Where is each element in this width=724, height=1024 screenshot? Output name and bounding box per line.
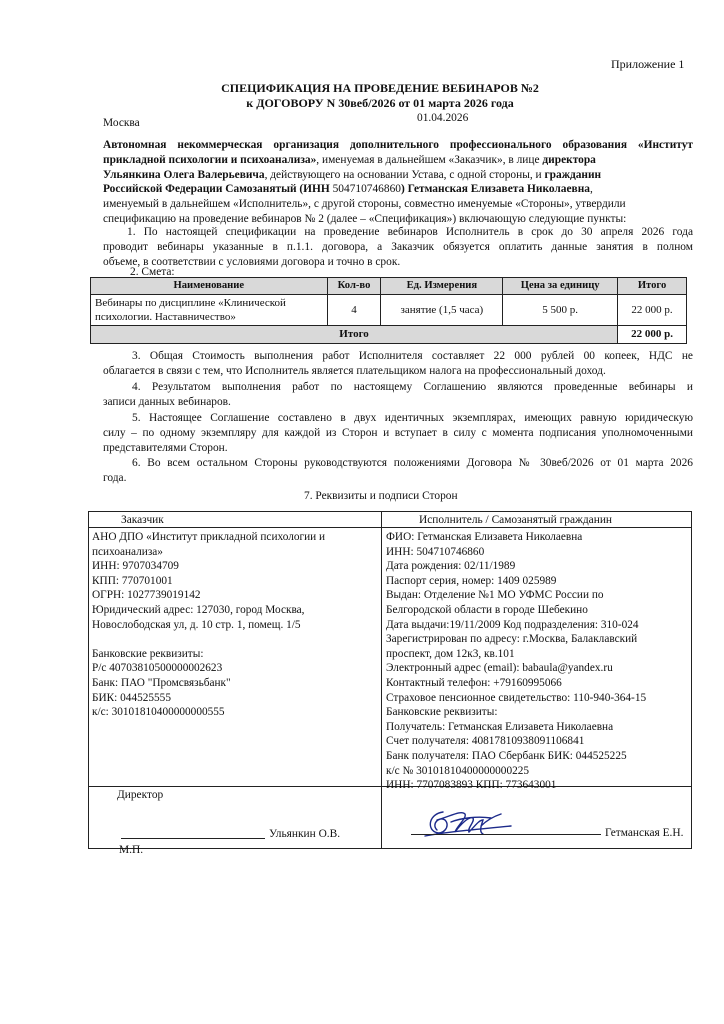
column-divider [381, 512, 382, 848]
requisite-line: ИНН: 7707083893 КПП: 773643001 [386, 779, 557, 792]
requisite-line: Белгородской области в городе Шебекино [386, 603, 588, 616]
point-1-line: проводит вебинары указанные в п.1.1. договора, а Заказчик обязуется оплатить данные занятия в полном [103, 240, 693, 253]
requisite-line: Новослободская ул, д. 10 стр. 1, помещ. 1/5 [92, 618, 301, 631]
requisite-line: Получатель: Гетманская Елизавета Николаевна [386, 720, 614, 733]
doc-subtitle: к ДОГОВОРУ N 30веб/2026 от 01 марта 2026 года [246, 96, 514, 110]
point-3-line: 3. Общая Стоимость выполнения работ Исполнителя составляет 22 000 рублей 00 копеек, НДС не [132, 350, 693, 362]
customer-header: Заказчик [121, 514, 164, 526]
requisite-line: к/с: 30101810400000000555 [92, 706, 225, 719]
intro-line: именуемый в дальнейшем «Исполнитель», с другой стороны, совместно именуемые «Стороны», утвердили [103, 198, 626, 211]
requisite-line: Зарегистрирован по адресу: г.Москва, Балаклавский [386, 633, 638, 646]
executor-status: Российской Федерации Самозанятый (ИНН [103, 183, 333, 196]
estimate-table [90, 277, 687, 344]
director-name: Ульянкина Олега Валерьевича [103, 168, 265, 181]
point-3 [103, 349, 693, 379]
executor-requisites [386, 530, 646, 793]
header-qty: Кол-во [327, 278, 381, 295]
cell-name-line: Вебинары по дисциплине «Клинической [95, 296, 286, 309]
director-label: директора [542, 153, 596, 166]
customer-signer-title: Директор [117, 789, 164, 801]
point-5-line: 5. Настоящее Соглашение составлено в двух идентичных экземплярах, имеющих равную юридическую [132, 412, 693, 424]
intro-text: , именуемая в дальнейшем «Заказчик», в лице [316, 153, 543, 166]
requisite-line: БИК: 044525555 [92, 691, 171, 704]
requisites-table [88, 511, 692, 856]
point-4 [103, 380, 693, 410]
requisite-line: ИНН: 9707034709 [92, 560, 179, 573]
requisite-line: Юридический адрес: 127030, город Москва, [92, 603, 305, 616]
city: Москва [103, 117, 140, 129]
intro-line: спецификацию на проведение вебинаров № 2 (далее – «Спецификация») включающую следующие пункты: [103, 213, 627, 226]
header-total: Итого [618, 278, 687, 295]
requisite-line: Банк: ПАО "Промсвязьбанк" [92, 676, 231, 689]
doc-title: СПЕЦИФИКАЦИЯ НА ПРОВЕДЕНИЕ ВЕБИНАРОВ №2 [221, 81, 539, 95]
appendix-label: Приложение 1 [611, 57, 685, 71]
customer-signer-name: Ульянкин О.В. [269, 828, 341, 840]
requisite-line: Страховое пенсионное свидетельство: 110-940-364-15 [386, 691, 647, 704]
point-7-label: 7. Реквизиты и подписи Сторон [304, 490, 458, 502]
comma: , [589, 183, 593, 196]
customer-requisites [92, 530, 325, 720]
cell-qty: 4 [327, 294, 381, 326]
intro-line: Автономная некоммерческая организация дополнительного профессионального образования «Институт [103, 139, 693, 151]
requisite-line: Дата выдачи:19/11/2009 Код подразделения: 310-024 [386, 618, 639, 631]
requisite-line [92, 632, 325, 647]
requisite-line: Контактный телефон: +79160995066 [386, 676, 562, 689]
requisite-line: Электронный адрес (email): babaula@yandex.ru [386, 662, 613, 675]
executor-header: Исполнитель / Самозанятый гражданин [419, 514, 613, 526]
requisite-line: Банковские реквизиты: [92, 647, 204, 660]
header-unit: Ед. Измерения [381, 278, 503, 295]
intro-text: , действующего на основании Устава, с одной стороны, и [264, 168, 545, 181]
cell-total: 22 000 р. [618, 294, 687, 326]
point-1-line: 1. По настоящей спецификации на проведение вебинаров Исполнитель в срок до 30 апреля 2026 года [127, 226, 693, 238]
stamp-place: М.П. [119, 844, 144, 856]
executor-signer-name: Гетманская Е.Н. [605, 827, 684, 839]
point-4-line: записи данных вебинаров. [103, 395, 231, 408]
point-2-label: 2. Смета: [130, 266, 175, 278]
total-label: Итого [91, 326, 618, 343]
citizen-label: гражданин [544, 168, 602, 181]
cell-name [91, 294, 328, 326]
point-4-line: 4. Результатом выполнения работ по настоящему Соглашению являются проведенные вебинары и [132, 381, 693, 393]
requisite-line: психоанализа» [92, 545, 163, 558]
requisite-line: АНО ДПО «Институт прикладной психологии и [92, 531, 326, 543]
point-3-line: облагается в связи с тем, что Исполнитель является плательщиком налога на профессиональный доход. [103, 364, 606, 377]
requisite-line: Р/с 40703810500000002623 [92, 662, 223, 675]
table-row [91, 294, 687, 326]
requisite-line: ФИО: Гетманская Елизавета Николаевна [386, 531, 583, 543]
point-6-line: года. [103, 471, 127, 484]
requisite-line: КПП: 770701001 [92, 574, 173, 587]
point-6-line: 6. Во всем остальном Стороны руководствуются положениями Договора № 30веб/2026 от 01 марта 2026 [132, 457, 693, 469]
requisite-line: ОГРН: 1027739019142 [92, 589, 201, 602]
point-5-line: представителями Сторон. [103, 441, 228, 454]
total-value: 22 000 р. [618, 326, 687, 343]
customer-signature-line [121, 838, 265, 839]
requisite-line: Банковские реквизиты: [386, 706, 498, 719]
executor-inn: 504710746860 [332, 183, 401, 196]
executor-name: ) Гетманская Елизавета Николаевна [400, 183, 590, 196]
requisite-line: ИНН: 504710746860 [386, 545, 485, 558]
cell-unit: занятие (1,5 часа) [381, 294, 503, 326]
requisite-line: Банк получателя: ПАО Сбербанк БИК: 044525225 [386, 749, 627, 762]
requisite-line: проспект, дом 12к3, кв.101 [386, 647, 515, 660]
intro-paragraph [103, 138, 693, 227]
doc-date: 01.04.2026 [417, 112, 469, 124]
cell-price: 5 500 р. [503, 294, 618, 326]
requisite-line: Дата рождения: 02/11/1989 [386, 560, 516, 573]
header-price: Цена за единицу [503, 278, 618, 295]
table-total-row [91, 326, 687, 343]
cell-name-line: психологии. Наставничество» [95, 311, 236, 324]
requisite-line: к/с № 30101810400000000225 [386, 764, 530, 777]
requisite-line: Выдан: Отделение №1 МО УФМС России по [386, 589, 604, 602]
table-header-row [91, 278, 687, 295]
point-1 [103, 225, 693, 269]
header-name: Наименование [91, 278, 328, 295]
executor-signature-line [411, 834, 601, 835]
point-6 [103, 456, 693, 486]
point-1-line: объеме, в соответствии с условиями договора и точно в срок. [103, 255, 401, 268]
customer-name-end: прикладной психологии и психоанализа» [103, 153, 317, 166]
point-5 [103, 411, 693, 455]
handwritten-signature [421, 806, 513, 846]
requisite-line: Паспорт серия, номер: 1409 025989 [386, 574, 557, 587]
requisite-line: Счет получателя: 40817810938091106841 [386, 735, 585, 748]
point-5-line: силу – по одному экземпляру для каждой из Сторон и вступает в силу с момента подписания уполномоченными [103, 426, 693, 439]
